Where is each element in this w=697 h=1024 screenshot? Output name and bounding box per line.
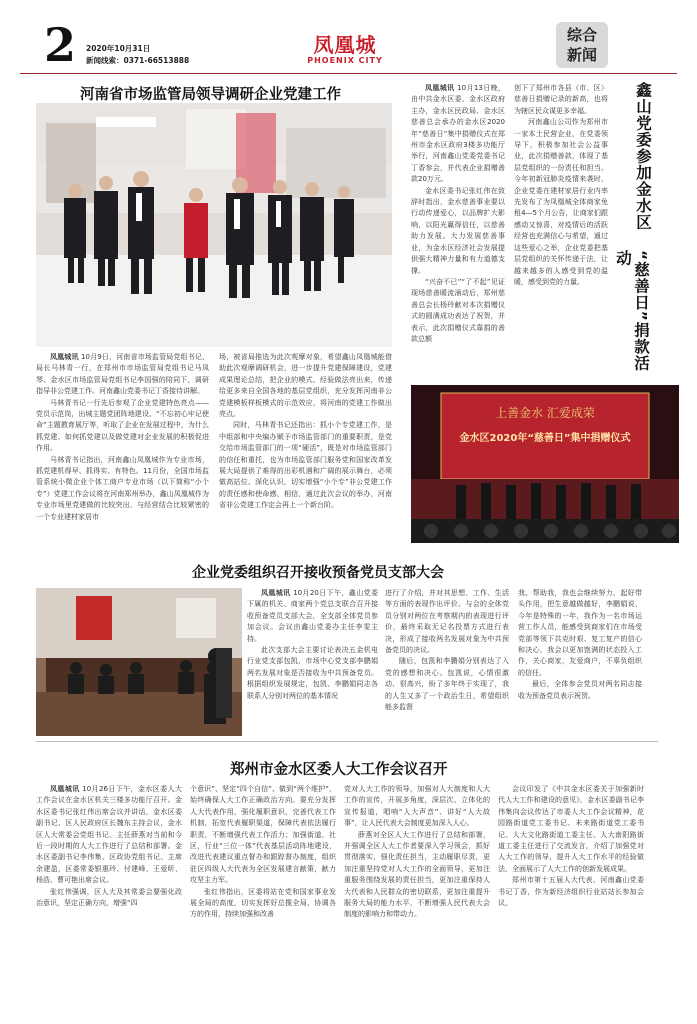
article1-col2 <box>219 352 392 557</box>
logo-cn: 凤凰城 <box>313 33 377 57</box>
article1-col1 <box>36 352 209 557</box>
article2-para: “兴奋不已”“了不起”见证现场慈善暖流涌动后，郑州慈善总会长杨玲献对本次捐赠仪式的圆满成功表达了祝贺，并表示，此次捐赠仪式靠捐的善款总额 <box>411 277 505 343</box>
article2-col2 <box>514 83 608 383</box>
logo-en: PHOENIX CITY <box>307 56 383 65</box>
issue-date: 2020年10月31日 <box>86 44 151 53</box>
article4-para: 党对人大工作的领导，加强对人大制度和人大工作的宣传，开展多角度，深层次、立体化的宣传报道，唱响“人大声音”、讲好“人大故事”，让人民代表大会制度更加深入人心。 <box>344 785 490 828</box>
article3-para: 10月20日下午，鑫山党委下属的机关、商家两个党总支联合召开接收预备党员支部大会，全支部全体党员参加会议。会议由鑫山党委办主任李雯主持。 <box>247 589 378 643</box>
article1-para: 场，被省局推选为此次观摩对象，希望鑫山凤凰城能借助此次观摩调研机会，进一步提升党建保障建设，党建成果理论总结，把企业的模式、经验做法亮出来，传递给更多来自全国各地的基层党组织，充分发挥河南非公党建模板样板模式的示范效应，将河南的党建工作做出亮点。 <box>219 353 392 419</box>
article3-col2 <box>385 588 509 738</box>
article3-para: 我、帮助我，我也会继续努力、起好带头作用，把生意越做越好，李鹏娟说，今年是特殊的一年，我作为一名市场运营工作人员，能感受到商家们在市场受党部等领下共克时艰、复工复产的信心和决心，我会以更加饱满的状态投入工作，关心商家，友爱商户，不辜负组织的信任。 <box>518 589 642 677</box>
article4-lead: 凤凰城讯 <box>50 785 80 793</box>
news-hotline: 新闻线索：0371-66513888 <box>86 56 190 65</box>
article2-title <box>614 82 658 382</box>
article4-para: 张红伟强调，区人大及其常委会要强化政治意识，坚定正确方向，增强“四 <box>36 887 182 908</box>
photo-charity-ceremony-image <box>411 385 679 543</box>
article1-title: 河南省市场监管局领导调研企业党建工作 <box>80 87 341 103</box>
article2-para: 金水区委书记张红伟在致辞时指出，金水慈善事业要以行动传递爱心，以品牌扩大影响，以阳光赢得信任，以慈善助力发展。大力发展慈善事业，为金水区经济社会发展提供强大精神力量和有力道德支撑。 <box>411 186 505 275</box>
article1-para: 马林青书记一行先后参观了企业党建特色亮点——党员示范岗，出城主题党团阵地建设、“不忘初心牢记使命”主题教育展厅等，听取了企业在发展过程中，为什么抓党建、如何抓党建以及做党建对企业发展的积极促进作用。 <box>36 398 209 453</box>
article2-para: 河南鑫山公司作为郑州市一家本土民营企业，在党委领导下，积极参加社会公益事业，此次捐赠善款，体现了基层党组织的一份责任和担当。今年初新冠肺炎疫情来袭时，企业党委在建材家居行业内率先发布了为凤凰城全体商家免租4—5个月公告，让商家们跟感动又惊喜，对疫情后的活跃经营也充满信心与希望，通过这些爱心之举，企业党委把基层党组织的关怀传递于法，让越来越多的人感受到党的温暖，感受到党的力量。 <box>514 118 608 286</box>
masthead-rule <box>20 73 677 74</box>
article2-para: 创下了郑州市各县（市、区）慈善日捐赠记录的新高，也将为辖区民众谋更多幸福。 <box>514 84 608 115</box>
article2-title-line1: 鑫山党委参加金水区 <box>634 82 652 231</box>
article3-col1 <box>247 588 378 738</box>
article4-para: 郑州市第十五届人大代表、河南鑫山党委书记丁香，作为新经济组织行业站站长参加会议。 <box>498 876 644 908</box>
page-number: 2 <box>44 18 77 72</box>
section-label-1: 综合 <box>566 26 597 44</box>
article1-lead: 凤凰城讯 <box>50 353 79 361</box>
masthead <box>0 0 697 80</box>
article3-title: 企业党委组织召开接收预备党员支部大会 <box>192 565 444 581</box>
article3-para: 进行了介绍，并对其思想、工作、生活等方面的表现作出评价。与会的全体党员分别对两位在考察期内的表现进行评价，最终采取无记名投票方式进行表决，形成了接收两名发展对象为中共预备党员的决议。 <box>385 589 509 655</box>
photo-party-meeting <box>36 588 242 736</box>
article1-para: 同时，马林青书记还指出：抓小个专党建工作，是中组部和中央编办赋予市场监管部门的重要职责，是党交给市场监管部门的一项“硬活”，既是对市场监管部门的信任和重托，也为市场监管部门服务党和国家改革发展大局提供了难得的出彩机遇和广阔的展示舞台，必须做高站位、深化认识，切实增强“小个专”非公党建工作的责任感和使命感，相信，通过此次会议的举办，河南省非公党建工作定会再上一个新台阶。 <box>219 421 392 510</box>
section-label-2: 新闻 <box>566 46 597 64</box>
article4-para: 薛燕对全区人大工作进行了总结和部署，并强调全区人大工作者要深入学习领会，抓好贯彻落实，强化责任担当，主动履职尽责，更加注重坚持党对人大工作的全面领导，更加注重服务围绕发展的责任担当，更加注重保持人大代表和人民群众的密切联系，更加注重提升服务大局的能力水平，不断增强人民代表大会制度的影响力和带动力。 <box>344 830 490 919</box>
article2-para: 10月13日晚，由中共金水区委、金水区政府主办，金水区民政局、金水区慈善总会承办的金水区2020年“慈善日”集中捐赠仪式在郑州市金水区政府3楼多功能厅举行，河南鑫山党委党委书记丁香参会，并代表企业捐赠善款20万元。 <box>411 84 505 184</box>
photo-mall-visit-image <box>36 103 392 347</box>
article4-col1 <box>36 784 182 964</box>
article3-para: 最后，全体参会党员对两名同志接收为预备党员表示祝贺。 <box>518 680 642 700</box>
article3-para: 随后，包凯和李鹏娟分别表达了入党的感想和决心。包凯说，心情很激动、很高兴，盼了多年终于实现了，我的人生又多了一个政治生日，希望组织能多监督 <box>385 657 509 712</box>
section-badge <box>556 22 608 68</box>
article2-col1 <box>411 83 505 383</box>
article4-col2 <box>190 784 336 964</box>
photo-charity-ceremony <box>411 385 679 543</box>
photo-party-meeting-image <box>36 588 242 736</box>
article4-para: 10月26日下午，金水区委人大工作会议在金水区机关三楼多功能厅召开。金水区委书记张红伟出席会议并讲话，金水区委副书记、区人民政府区长魏东主持会议，金水区人大常委会党组书记、主任薛燕对当前和今后一段时期的人大工作进行了总结和部署。金水区委副书记李伟集、区政协党组书记、主席余建盈，区委常委银惠玲、付建峰、王爱昕、杨浩、曹可艳出席会议。 <box>36 785 182 885</box>
banner-line2: 金水区2020年“慈善日”集中捐赠仪式 <box>459 433 631 444</box>
article3-col3 <box>518 588 642 738</box>
article4-title: 郑州市金水区委人大工作会议召开 <box>230 762 448 778</box>
article2-lead: 凤凰城讯 <box>425 84 455 92</box>
article4-para: 个意识”、坚定“四个自信”、做到“两个维护”，始终确保人大工作正确政治方向。要充分发挥人大代表作用，强化履职意识，完善代表工作机制，拓宽代表履职渠道，保障代表依法履行职责，不断增强代表工作活力；加强街道、社区，行业“三位一体”代表基层活动阵地建设，改进代表建议重点督办和跟踪督办制度，组织驻区四级人大代表为全区发展建言献策，献力攻坚主力军。 <box>190 785 336 885</box>
article4-col3 <box>344 784 490 964</box>
article3-para: 此次支部大会主要讨论表决五金机电行业党支部包凯、市场中心党支部李鹏娟两名发展对象是否接收为中共预备党员。根据组织发展规定，包凯、李鹏娟同志各联系人分别对两位的基本情况 <box>247 646 378 700</box>
photo-mall-visit <box>36 103 392 347</box>
article4-para: 张红伟指出，区委将站在党和国家事业发展全局的高度，切实发挥好总揽全局、协调各方的作用，持续加强和改善 <box>190 887 336 919</box>
article2-title-line2: “慈善日”捐款活动 <box>614 250 650 372</box>
article1-para: 马林青书记指出，河南鑫山凤凰城作为专业市场，抓党建机得早、抓得实、有特色。11月份，全国市场监管系统小微企业个体工商户专业市场（以下简称“小个专”）党建工作会议将在河南郑州举办，鑫山凤凰城作为专业市场里党建做的比较突出、与经营结合比较紧密的一个专业建材家居市 <box>36 455 209 521</box>
article1-para: 10月9日，河南省市场监管局党组书记、局长马林青一行，在郑州市市场监管局党组书记马凤琴、金水区市场监管局党组书记李国强的陪同下，调研指导非公党建工作。河南鑫山党委书记丁香接待讲解。 <box>36 353 209 396</box>
divider <box>36 741 658 742</box>
article3-lead: 凤凰城讯 <box>261 589 291 597</box>
logo <box>290 34 400 74</box>
article4-para: 会议印发了《中共金水区委关于加强新时代人大工作和建设的意见》，金水区委副书记李伟集向会议传达了市委人大工作会议精神，花园路街道党工委书记、未来路街道党工委书记、人大文化路街道工委主任、人大南阳路街道工委主任进行了交流发言，介绍了加强党对人大工作的领导，提升人大工作水平的经验做法，全面展示了人大工作的创新发展成果。 <box>498 785 644 873</box>
banner-line1: 上善金水 汇爱成荣 <box>495 406 595 420</box>
article4-col4 <box>498 784 644 964</box>
